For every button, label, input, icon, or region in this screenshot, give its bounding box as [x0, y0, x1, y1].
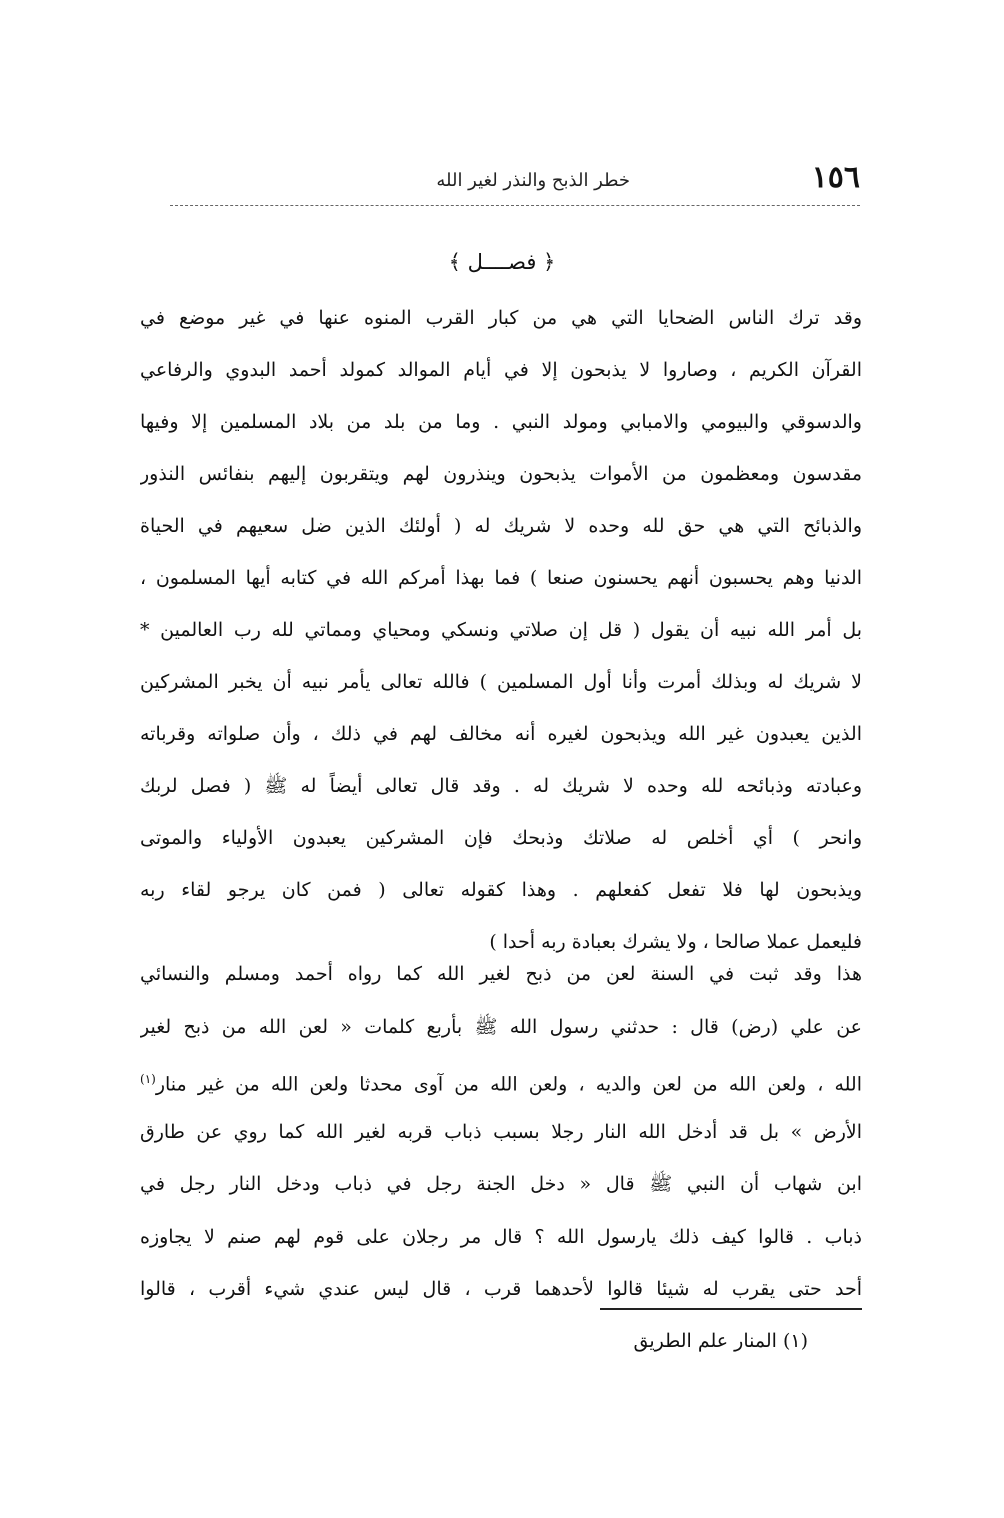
section-heading: ﴿ فصــــل ﴾: [448, 250, 556, 274]
paragraph-2: [140, 948, 862, 1316]
text-line: القرآن الكريم ، وصاروا لا يذبحون إلا في أيام الموالد كمولد أحمد البدوي والرفاعي: [140, 359, 862, 381]
page-header: [160, 160, 860, 200]
text-line: الدنيا وهم يحسبون أنهم يحسنون صنعا ) فما بهذا أمركم الله في كتابه أيها المسلمون ،: [140, 567, 862, 589]
text-line: وعبادته وذبائحه لله وحده لا شريك له . وقد قال تعالى أيضاً له ﷺ ( فصل لربك: [140, 775, 862, 797]
text-line: أحد حتى يقرب له شيئا قالوا لأحدهما قرب ، قال ليس عندي شيء أقرب ، قالوا: [140, 1278, 862, 1300]
text-line: والدسوقي والبيومي والامبابي ومولد النبي . وما من بلد من بلاد المسلمين إلا وفيها: [140, 411, 862, 433]
text-line: وقد ترك الناس الضحايا التي هي من كبار القرب المنوه عنها في غير موضع في: [140, 307, 862, 329]
text-line: عن علي (رض) قال : حدثني رسول الله ﷺ بأربع كلمات « لعن الله من ذبح لغير: [140, 1015, 862, 1038]
page-number: ١٥٦: [811, 160, 860, 195]
footnote-marker: (١): [140, 1072, 156, 1086]
running-title: خطر الذبح والنذر لغير الله: [436, 170, 630, 191]
text-line: الذين يعبدون غير الله ويذبحون لغيره أنه مخالف لهم في ذلك ، وأن صلواته وقرباته: [140, 723, 862, 745]
text-line: وانحر ) أي أخلص له صلاتك وذبحك فإن المشركين يعبدون الأولياء والموتى: [140, 827, 862, 849]
text-line: ذباب . قالوا كيف ذلك يارسول الله ؟ قال مر رجلان على قوم لهم صنم لا يجاوزه: [140, 1225, 862, 1248]
footnote: (١) المنار علم الطريق: [633, 1330, 808, 1352]
text-line: مقدسون ومعظمون من الأموات يذبحون وينذرون لهم ويتقربون إليهم بنفائس النذور: [140, 463, 862, 485]
text-line: لا شريك له وبذلك أمرت وأنا أول المسلمين ) فالله تعالى يأمر نبيه أن يخبر المشركين: [140, 671, 862, 693]
footnote-divider: [600, 1308, 862, 1310]
text-line: الأرض » بل قد أدخل الله النار رجلا بسبب ذباب قربه لغير الله كما روي عن طارق: [140, 1120, 862, 1143]
paragraph-1: [140, 292, 862, 968]
text-line: الله ، ولعن الله من لعن والديه ، ولعن الله من آوى محدثا ولعن الله من غير منار$^{(١)}$: [140, 1072, 862, 1096]
text-line: بل أمر الله نبيه أن يقول ( قل إن صلاتي ونسكي ومحياي ومماتي لله رب العالمين *: [140, 619, 862, 641]
text-line: والذبائح التي هي حق لله وحده لا شريك له ( أولئك الذين ضل سعيهم في الحياة: [140, 515, 862, 537]
text-line: هذا وقد ثبت في السنة لعن من ذبح لغير الله كما رواه أحمد ومسلم والنسائي: [140, 963, 862, 985]
header-divider: [170, 205, 860, 206]
text-line: فليعمل عملا صالحا ، ولا يشرك بعبادة ربه أحدا ): [489, 931, 862, 953]
text-line: ابن شهاب أن النبي ﷺ قال « دخل الجنة رجل في ذباب ودخل النار رجل في: [140, 1173, 862, 1195]
text-line: ويذبحون لها فلا تفعل كفعلهم . وهذا كقوله تعالى ( فمن كان يرجو لقاء ربه: [140, 879, 862, 901]
